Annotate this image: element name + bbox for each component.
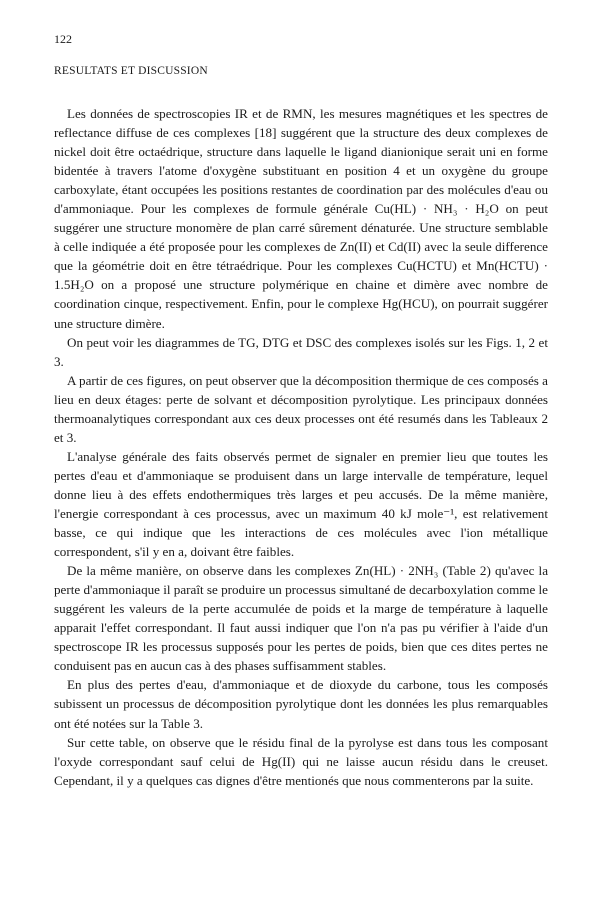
body-text	[54, 104, 548, 790]
paragraph-diagrams: On peut voir les diagrammes de TG, DTG et DSC des complexes isolés sur les Figs. 1, 2 et 3.	[54, 334, 548, 369]
paragraph-decomposition: A partir de ces figures, on peut observer que la décomposition thermique de ces composés a lieu en deux étages: perte de solvant et décomposition pyrolytique. Les principaux données thermoanalytiques correspondant aux ces deux processes ont été resumés dans les Tableaux 2 et 3.	[54, 372, 548, 445]
paragraph-residue: Sur cette table, on observe que le résidu final de la pyrolyse est dans tous les composant l'oxyde correspondant sauf celui de Hg(II) qui ne laisse aucun résidu dans le creuset. Cependant, il y a quelques cas dignes d'être mentionés que nous commenterons par la suite.	[54, 734, 548, 788]
paragraph-structure: Les données de spectroscopies IR et de RMN, les mesures magnétiques et les spectres de reflectance diffuse de ces complexes [18] suggérent que la structure des deux complexes de nickel doit être octaédrique, structure dans laquelle le ligand dianionique serait uni en forme bidentée à travers l'atome d'oxygène substituant en position 4 et un oxygène du groupe carboxylate, étant occupées les positions restantes de coordination par des molécules d'eau ou d'ammoniaque. Pour les complexes de formule générale Cu(HL) · NH₃ · H₂O on peut suggérer une structure monomère de plan carré sûrement dénaturée. Une structure semblable à celle indiquée a été proposée pour les complexes de Zn(II) et Cd(II) avec la seule difference que la géométrie doit en être tétraédrique. Pour les complexes Cu(HCTU) et Mn(HCTU) · 1.5H₂O on a proposé une structure polymérique en chaine et dimère avec nombre de coordination cinque, respectivement. Enfin, pour le complexe Hg(HCU), on pourrait suggérer une structure dimère.	[54, 106, 548, 331]
journal-page	[54, 32, 548, 790]
paragraph-analysis: L'analyse générale des faits observés permet de signaler en premier lieu que toutes les pertes d'eau et d'ammoniaque se produisent dans un large intervalle de température, lequel donne lieu à des effets endothermiques très larges et peu accusés. De la même manière, l'energie correspondant à ces processus, avec un maximum 40 kJ mole⁻¹, est relativement basse, ce qui indique que les interactions de ces molécules avec l'ion métallique correspondent, s'il y en a, doivant être faibles.	[54, 448, 548, 560]
page-number: 122	[54, 32, 72, 46]
paragraph-zinc-complexes: De la même manière, on observe dans les complexes Zn(HL) · 2NH₃ (Table 2) qu'avec la perte d'ammoniaque il paraît se produire un processus simultané de decarboxylation comme le suggérent les valeurs de la perte accumulée de poids et la marge de température à laquelle apparait l'effet correspondant. Il faut aussi indiquer que l'on n'a pas pu vérifier à l'aide d'un spectroscope IR les processus supposés pour les pertes de poids, bien que ces dites pertes ne conduisent pas en aucun cas à des phases suffisamment stables.	[54, 563, 548, 674]
section-heading: RESULTATS ET DISCUSSION	[54, 65, 208, 77]
paragraph-pyrolysis: En plus des pertes d'eau, d'ammoniaque et de dioxyde du carbone, tous les composés subissent un processus de décomposition pyrolytique dont les données les plus remarquables ont été notées sur la Table 3.	[54, 677, 548, 731]
